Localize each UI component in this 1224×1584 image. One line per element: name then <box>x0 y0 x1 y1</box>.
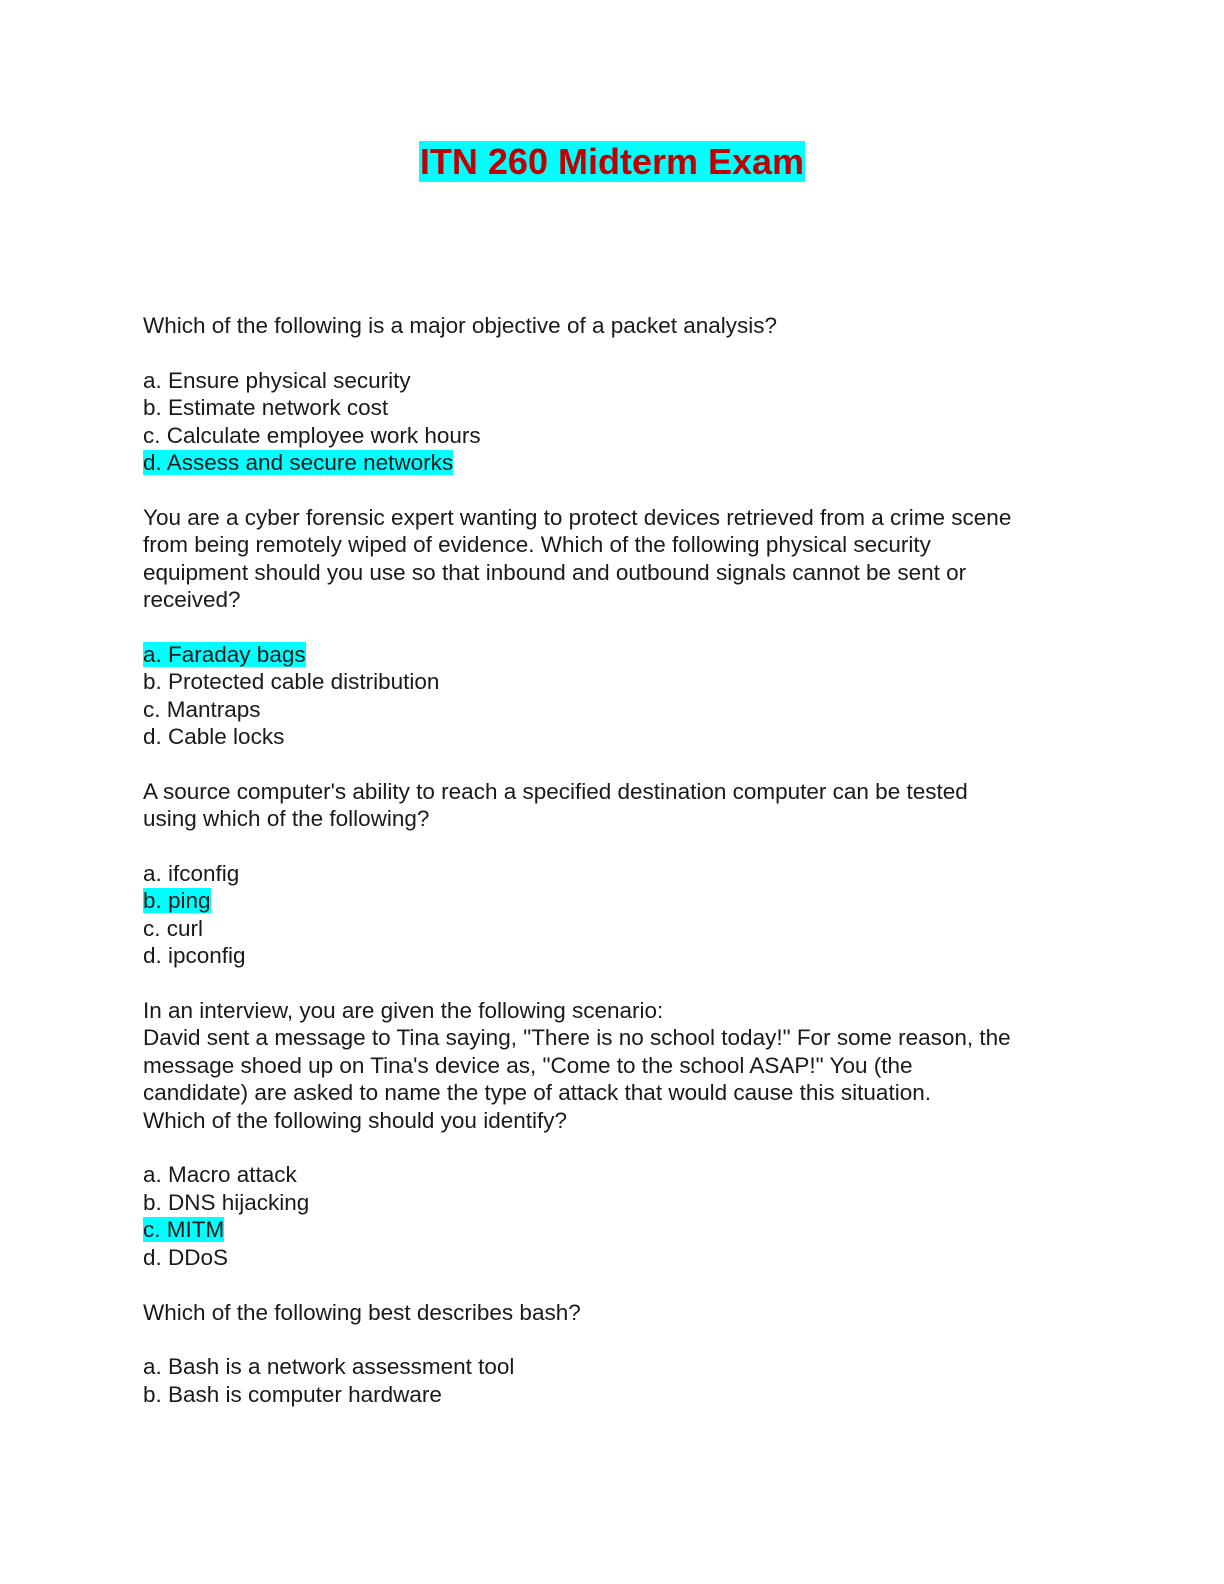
page-title-text: ITN 260 Midterm Exam <box>419 141 805 182</box>
answer-options <box>143 1353 1083 1408</box>
question-line: Which of the following best describes bash? <box>143 1299 581 1325</box>
answer-option <box>143 1244 1083 1271</box>
answer-option-label: c. curl <box>143 915 204 941</box>
question-line: David sent a message to Tina saying, "There is no school today!" For some reason, the <box>143 1025 1011 1051</box>
question-text <box>143 778 1083 833</box>
question-line: Which of the following should you identify? <box>143 1107 567 1133</box>
answer-option-label: b. ping <box>143 888 211 914</box>
question-line: You are a cyber forensic expert wanting to protect devices retrieved from a crime scene <box>143 504 1012 530</box>
question-text <box>143 504 1083 614</box>
answer-option <box>143 394 1083 421</box>
answer-option-label: a. Macro attack <box>143 1162 297 1188</box>
answer-option-label: d. Cable locks <box>143 724 285 750</box>
answer-option <box>143 367 1083 394</box>
question-line: equipment should you use so that inbound and outbound signals cannot be sent or <box>143 559 967 585</box>
answer-options <box>143 641 1083 751</box>
answer-option <box>143 422 1083 449</box>
answer-option-label: a. Bash is a network assessment tool <box>143 1354 515 1380</box>
question-line: message shoed up on Tina's device as, "Come to the school ASAP!" You (the <box>143 1052 913 1078</box>
answer-option-label: d. ipconfig <box>143 943 246 969</box>
answer-option-label: d. Assess and secure networks <box>143 450 454 476</box>
question-line: A source computer's ability to reach a specified destination computer can be tested <box>143 778 968 804</box>
answer-option-highlighted <box>143 449 1083 476</box>
answer-option-label: b. Bash is computer hardware <box>143 1381 442 1407</box>
answer-option <box>143 915 1083 942</box>
answer-option <box>143 1161 1083 1188</box>
question-line: received? <box>143 587 241 613</box>
answer-option-label: c. MITM <box>143 1217 225 1243</box>
answer-option-label: c. Mantraps <box>143 696 261 722</box>
answer-option <box>143 1353 1083 1380</box>
answer-option-label: a. Ensure physical security <box>143 367 411 393</box>
question-text <box>143 1299 1083 1326</box>
answer-option-highlighted <box>143 1216 1083 1243</box>
question-list <box>143 312 1083 1436</box>
question-line: In an interview, you are given the following scenario: <box>143 998 664 1024</box>
answer-option-label: b. DNS hijacking <box>143 1189 310 1215</box>
answer-option <box>143 860 1083 887</box>
answer-option-label: b. Estimate network cost <box>143 395 389 421</box>
answer-options <box>143 1161 1083 1271</box>
answer-options <box>143 860 1083 970</box>
answer-option-label: d. DDoS <box>143 1244 229 1270</box>
answer-option <box>143 942 1083 969</box>
question-line: using which of the following? <box>143 806 430 832</box>
answer-option <box>143 1381 1083 1408</box>
question-text <box>143 312 1083 339</box>
answer-option-highlighted <box>143 887 1083 914</box>
answer-option-label: a. Faraday bags <box>143 641 306 667</box>
answer-option <box>143 668 1083 695</box>
question-line: candidate) are asked to name the type of attack that would cause this situation. <box>143 1080 931 1106</box>
answer-option-label: c. Calculate employee work hours <box>143 422 481 448</box>
question-text <box>143 997 1083 1134</box>
question-line: from being remotely wiped of evidence. Which of the following physical security <box>143 532 931 558</box>
answer-option-label: a. ifconfig <box>143 861 240 887</box>
answer-option <box>143 696 1083 723</box>
answer-option <box>143 723 1083 750</box>
page-title <box>0 140 1224 184</box>
question-line: Which of the following is a major objective of a packet analysis? <box>143 313 778 338</box>
answer-options <box>143 367 1083 477</box>
answer-option-highlighted <box>143 641 1083 668</box>
answer-option-label: b. Protected cable distribution <box>143 669 440 695</box>
answer-option <box>143 1189 1083 1216</box>
